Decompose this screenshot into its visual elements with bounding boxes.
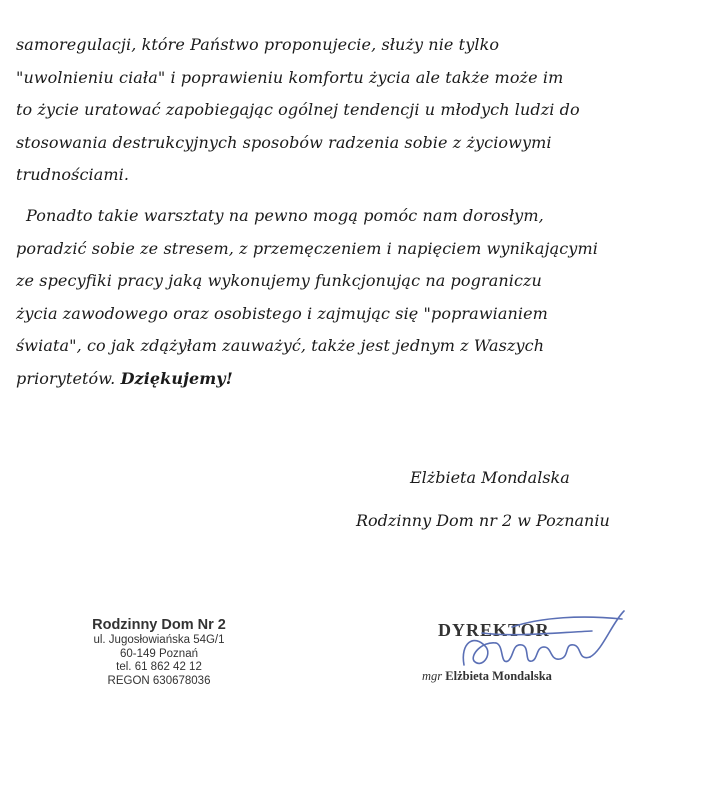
paragraph-1-line: samoregulacji, które Państwo proponujecie, służy nie tylko bbox=[16, 35, 500, 54]
director-name: Elżbieta Mondalska bbox=[445, 669, 552, 683]
handwritten-signature bbox=[452, 603, 632, 683]
last-line-text: priorytetów. bbox=[16, 368, 121, 388]
institution-stamp bbox=[64, 617, 254, 688]
paragraph-1 bbox=[16, 29, 706, 192]
stamp-title: Rodzinny Dom Nr 2 bbox=[92, 617, 226, 633]
paragraph-1-line: to życie uratować zapobiegając ogólnej tendencji u młodych ludzi do bbox=[16, 100, 580, 119]
paragraph-2-line: poradzić sobie ze stresem, z przemęczeniem i napięciem wynikającymi bbox=[16, 238, 598, 258]
director-title: DYREKTOR bbox=[438, 620, 550, 640]
paragraph-2-line: Ponadto takie warsztaty na pewno mogą pomóc nam dorosłym, bbox=[26, 206, 544, 225]
signature-strokes bbox=[463, 611, 624, 665]
stamp-phone: tel. 61 862 42 12 bbox=[116, 661, 202, 673]
paragraph-2-line: ze specyfiki pracy jaką wykonujemy funkcjonując na pograniczu bbox=[16, 271, 542, 290]
paragraph-1-line: trudnościami. bbox=[16, 165, 130, 184]
signature-institution: Rodzinny Dom nr 2 w Poznaniu bbox=[356, 511, 610, 530]
paragraph-1-line: "uwolnieniu ciała" i poprawieniu komfortu życia ale także może im bbox=[16, 67, 564, 87]
signature-name: Elżbieta Mondalska bbox=[410, 468, 570, 487]
paragraph-2-last-line bbox=[16, 363, 706, 396]
paragraph-2 bbox=[16, 200, 706, 395]
thanks-text: Dziękujemy! bbox=[120, 368, 233, 388]
director-stamp bbox=[422, 611, 632, 701]
paragraph-2-line: życia zawodowego oraz osobistego i zajmując się "poprawianiem bbox=[16, 303, 548, 323]
director-prefix: mgr bbox=[422, 669, 443, 683]
paragraph-1-line: stosowania destrukcyjnych sposobów radzenia sobie z życiowymi bbox=[16, 132, 552, 152]
paragraph-2-line: świata", co jak zdążyłam zauważyć, także jest jednym z Waszych bbox=[16, 336, 545, 355]
stamp-regon: REGON 630678036 bbox=[107, 674, 211, 687]
stamp-city: 60-149 Poznań bbox=[119, 647, 198, 660]
stamp-street: ul. Jugosłowiańska 54G/1 bbox=[93, 634, 225, 646]
